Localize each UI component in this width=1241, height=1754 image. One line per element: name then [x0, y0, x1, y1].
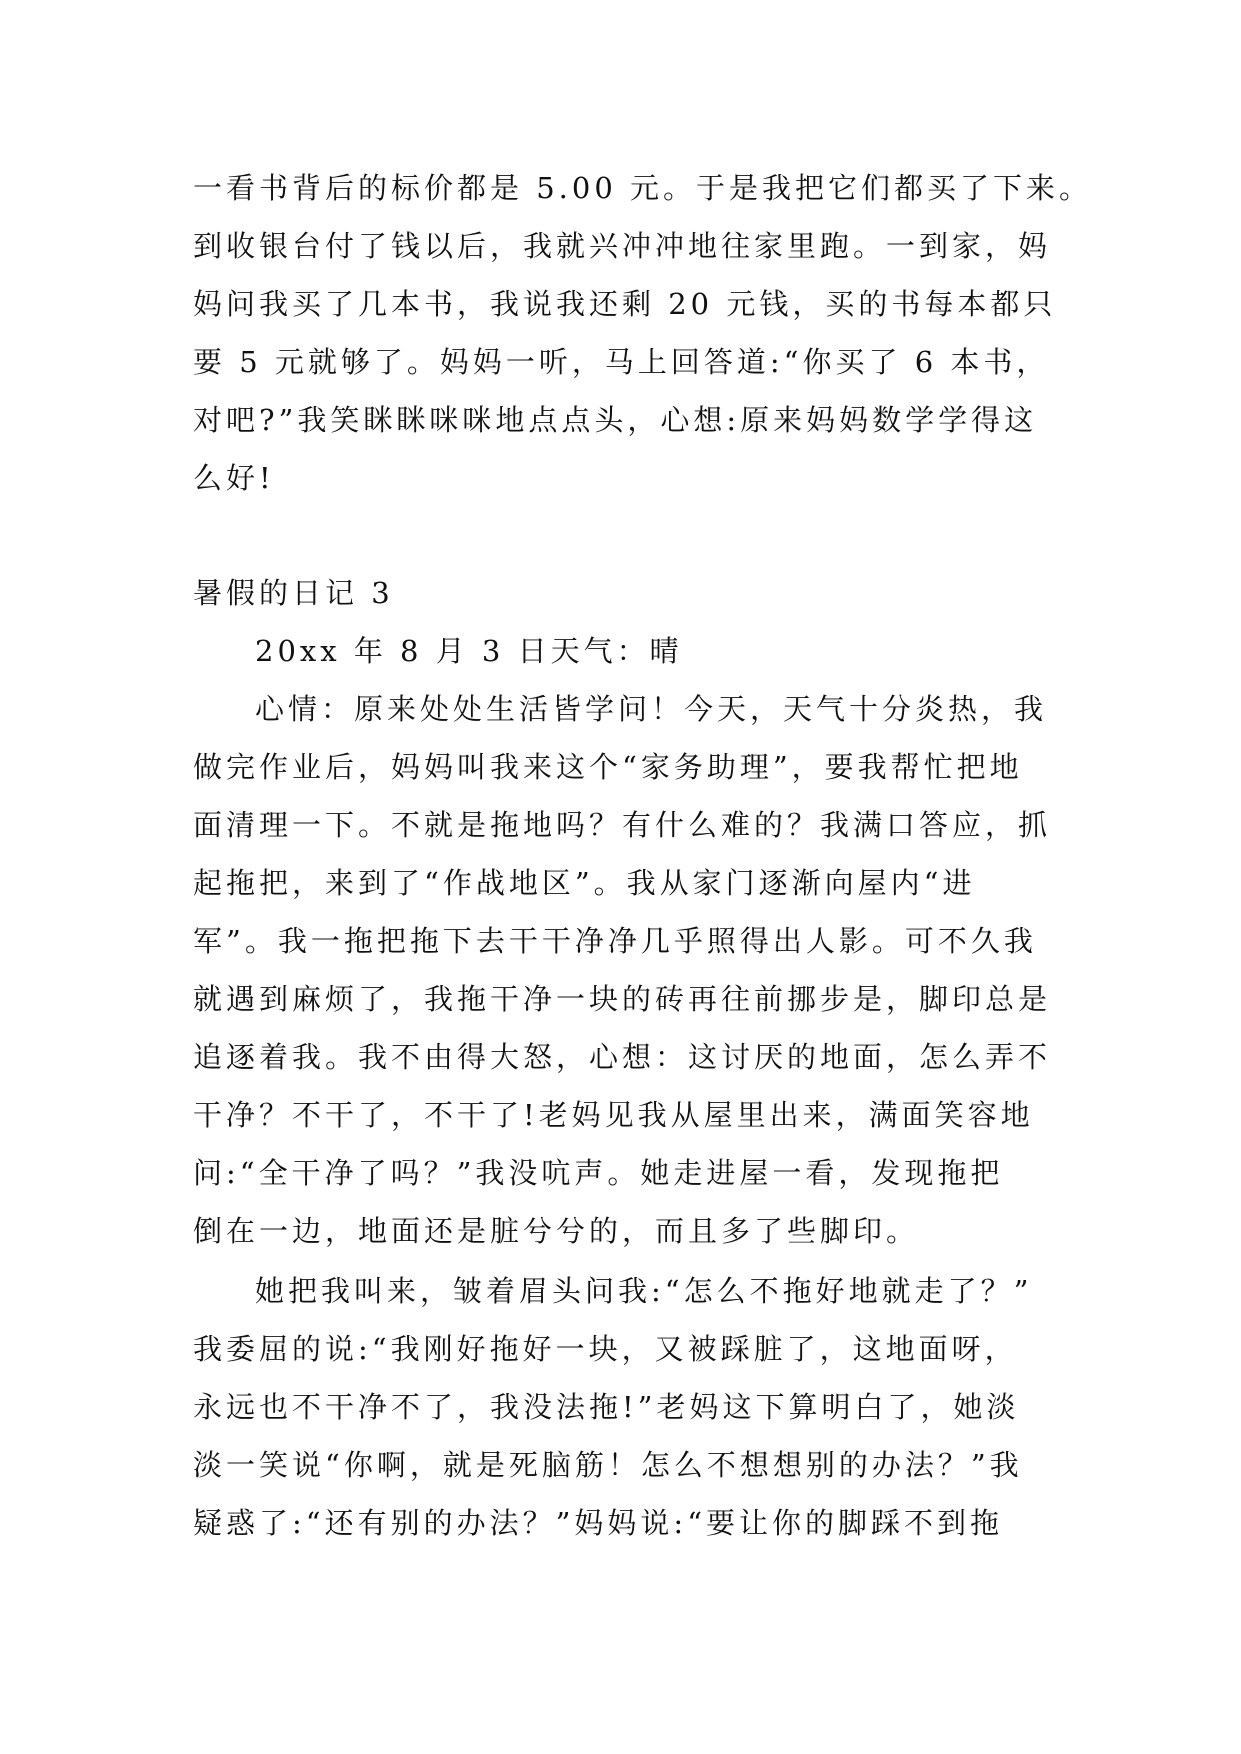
heading-text: 暑假的日记 3 — [193, 576, 394, 610]
text-line: 对吧?”我笑眯眯咪咪地点点头，心想:原来妈妈数学学得这 — [193, 403, 1038, 437]
text-line: 么好! — [193, 461, 275, 495]
text-line: 她把我叫来，皱着眉头问我:“怎么不拖好地就走了？” — [255, 1274, 1033, 1308]
diary-entry — [193, 622, 1051, 1260]
text-line: 倒在一边，地面还是脏兮兮的，而且多了些脚印。 — [193, 1214, 920, 1248]
text-line: 心情：原来处处生活皆学问！今天，天气十分炎热，我 — [255, 692, 1048, 726]
text-line: 做完作业后，妈妈叫我来这个“家务助理”，要我帮忙把地 — [193, 750, 1023, 784]
text-line: 问:“全干净了吗？”我没吭声。她走进屋一看，发现拖把 — [193, 1156, 1004, 1190]
text-line: 面清理一下。不就是拖地吗？有什么难的？我满口答应，抓 — [193, 808, 1052, 842]
text-line: 永远也不干净不了，我没法拖!”老妈这下算明白了，她淡 — [193, 1390, 1020, 1424]
text-line: 干净？不干了，不干了!老妈见我从屋里出来，满面笑容地 — [193, 1098, 1034, 1132]
section-heading — [193, 564, 394, 622]
text-line: 我委屈的说:“我刚好拖好一块，又被踩脏了，这地面呀， — [193, 1332, 1018, 1366]
text-line: 妈问我买了几本书，我说我还剩 20 元钱，买的书每本都只 — [193, 287, 1057, 321]
text-line: 军”。我一拖把拖下去干干净净几乎照得出人影。可不久我 — [193, 924, 1037, 958]
date-weather-line: 20xx 年 8 月 3 日天气：晴 — [255, 634, 683, 668]
text-line: 起拖把，来到了“作战地区”。我从家门逐渐向屋内“进 — [193, 866, 976, 900]
text-line: 淡一笑说“你啊，就是死脑筋！怎么不想想别的办法？”我 — [193, 1448, 1023, 1482]
continued-paragraph — [193, 159, 1092, 507]
text-line: 疑惑了:“还有别的办法？”妈妈说:“要让你的脚踩不到拖 — [193, 1506, 1004, 1540]
diary-paragraph — [193, 1262, 1032, 1552]
text-line: 到收银台付了钱以后，我就兴冲冲地往家里跑。一到家，妈 — [193, 229, 1052, 263]
text-line: 追逐着我。我不由得大怒，心想：这讨厌的地面，怎么弄不 — [193, 1040, 1052, 1074]
text-line: 一看书背后的标价都是 5.00 元。于是我把它们都买了下来。 — [193, 171, 1093, 205]
text-line: 就遇到麻烦了，我拖干净一块的砖再往前挪步是，脚印总是 — [193, 982, 1052, 1016]
text-line: 要 5 元就够了。妈妈一听，马上回答道:“你买了 6 本书， — [193, 345, 1050, 379]
